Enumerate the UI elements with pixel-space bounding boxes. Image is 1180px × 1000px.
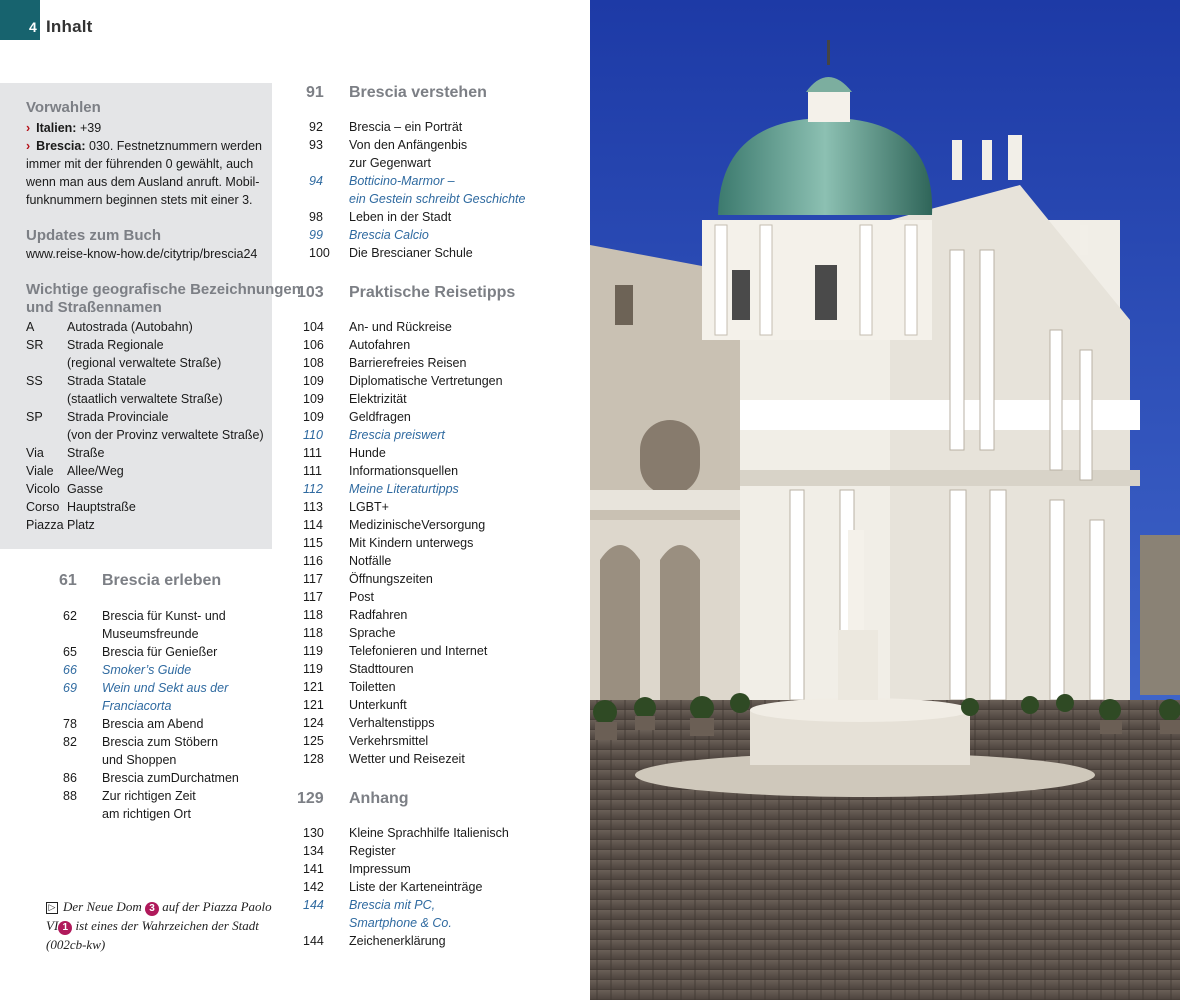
- photo-caption: ▷ Der Neue Dom 3 auf der Piazza Paolo VI 1 ist eines der Wahrzeichen der Stadt (002cb-kw): [46, 899, 272, 952]
- section-number: 129: [297, 790, 324, 807]
- abbreviation-meaning: Strada Statale (staatlich verwaltete Straße): [67, 374, 223, 406]
- toc-page-number: 142: [303, 880, 324, 894]
- toc-page-number: 116: [303, 554, 323, 568]
- toc-page-number: 117: [303, 590, 323, 604]
- toc-entry[interactable]: Brescia zumDurchatmen: [102, 771, 239, 785]
- map-marker-badge: 3: [145, 902, 159, 916]
- toc-entry[interactable]: Autofahren: [349, 338, 411, 352]
- toc-entry[interactable]: Post: [349, 590, 375, 604]
- abbreviation: SP: [26, 410, 43, 424]
- toc-entry[interactable]: Diplomatische Vertretungen: [349, 374, 503, 388]
- toc-page-number: 117: [303, 572, 323, 586]
- vorwahl-italien: › Italien: +39: [26, 121, 102, 135]
- photo-arrow-icon: ▷: [46, 902, 58, 914]
- vorwahl-brescia-line: immer mit der führenden 0 gewählt, auch: [26, 157, 254, 171]
- toc-page-number: 82: [63, 735, 77, 749]
- toc-page-number: 109: [303, 374, 324, 388]
- toc-entry[interactable]: Kleine Sprachhilfe Italienisch: [349, 826, 509, 840]
- toc-entry[interactable]: Smoker’s Guide: [102, 663, 192, 677]
- toc-page-number: 111: [303, 464, 323, 478]
- toc-entry[interactable]: Brescia mit PC, Smartphone & Co.: [349, 898, 452, 930]
- abbreviation-meaning: Strada Regionale (regional verwaltete Straße): [67, 338, 222, 370]
- vorwahlen-heading: Vorwahlen: [26, 99, 101, 116]
- toc-page-number: 108: [303, 356, 324, 370]
- toc-page-number: 144: [303, 934, 324, 948]
- section-title: Anhang: [349, 790, 409, 807]
- page-number: 4: [29, 19, 37, 35]
- toc-entry[interactable]: Meine Literaturtipps: [349, 482, 459, 496]
- toc-entry[interactable]: Leben in der Stadt: [349, 210, 452, 224]
- section-number: 61: [59, 572, 77, 589]
- toc-page-number: 134: [303, 844, 324, 858]
- toc-page-number: 118: [303, 626, 323, 640]
- abbreviation-meaning: Strada Provinciale (von der Provinz verwaltete Straße): [67, 410, 264, 442]
- section-number: 103: [297, 284, 324, 301]
- abbreviation: Piazza: [26, 518, 64, 532]
- toc-page-number: 118: [303, 608, 323, 622]
- toc-page-number: 113: [303, 500, 323, 514]
- toc-entry[interactable]: Stadttouren: [349, 662, 414, 676]
- abbreviation-meaning: Gasse: [67, 482, 104, 496]
- toc-page-number: 121: [303, 698, 324, 712]
- vorwahl-brescia-line: wenn man aus dem Ausland anruft. Mobil-: [26, 175, 260, 189]
- abbreviation: Vicolo: [26, 482, 60, 496]
- toc-entry[interactable]: Öffnungszeiten: [349, 572, 433, 586]
- toc-page-number: 115: [303, 536, 323, 550]
- toc-entry[interactable]: Zur richtigen Zeit am richtigen Ort: [102, 789, 196, 821]
- toc-page-number: 110: [303, 428, 323, 442]
- toc-entry[interactable]: Notfälle: [349, 554, 392, 568]
- toc-entry[interactable]: Elektrizität: [349, 392, 407, 406]
- toc-page-number: 114: [303, 518, 323, 532]
- toc-entry[interactable]: An- und Rückreise: [349, 320, 452, 334]
- toc-page-number: 92: [309, 120, 323, 134]
- vorwahl-brescia: › Brescia: 030. Festnetznummern werden: [26, 139, 262, 153]
- toc-page-number: 130: [303, 826, 324, 840]
- abbreviation: Via: [26, 446, 44, 460]
- bullet-arrow-icon: ›: [26, 139, 31, 153]
- toc-page-number: 88: [63, 789, 77, 803]
- toc-page-number: 125: [303, 734, 324, 748]
- toc-entry[interactable]: Hunde: [349, 446, 386, 460]
- abbreviation-meaning: Platz: [67, 518, 95, 532]
- abbreviation-meaning: Allee/Weg: [67, 464, 124, 478]
- abbreviation: Corso: [26, 500, 60, 514]
- toc-page-number: 62: [63, 609, 77, 623]
- abbreviation-meaning: Straße: [67, 446, 105, 460]
- toc-page-number: 100: [309, 246, 330, 260]
- toc-page-number: 94: [309, 174, 323, 188]
- toc-entry[interactable]: Mit Kindern unterwegs: [349, 536, 474, 550]
- toc-entry[interactable]: Unterkunft: [349, 698, 407, 712]
- toc-page-number: 112: [303, 482, 323, 496]
- toc-entry[interactable]: Sprache: [349, 626, 396, 640]
- toc-page-number: 78: [63, 717, 77, 731]
- page-title: Inhalt: [46, 17, 93, 36]
- toc-page-number: 98: [309, 210, 323, 224]
- toc-page-number: 121: [303, 680, 324, 694]
- toc-entry[interactable]: Brescia zum Stöbern und Shoppen: [102, 735, 219, 767]
- toc-entry[interactable]: Verhaltenstipps: [349, 716, 435, 730]
- toc-entry[interactable]: Brescia für Kunst- und Museumsfreunde: [102, 609, 226, 641]
- abbreviation-meaning: Autostrada (Autobahn): [67, 320, 193, 334]
- abbreviation: SS: [26, 374, 43, 388]
- toc-entry[interactable]: Verkehrsmittel: [349, 734, 429, 748]
- toc-page-number: 119: [303, 644, 323, 658]
- toc-entry[interactable]: Geldfragen: [349, 410, 411, 424]
- toc-page-number: 106: [303, 338, 324, 352]
- toc-page-number: 141: [303, 862, 324, 876]
- toc-entry[interactable]: Wein und Sekt aus der Franciacorta: [102, 681, 229, 713]
- toc-entry[interactable]: Brescia am Abend: [102, 717, 204, 731]
- geo-heading-line2: und Straßennamen: [26, 299, 162, 316]
- toc-entry[interactable]: Botticino-Marmor – ein Gestein schreibt Geschichte: [349, 174, 526, 206]
- toc-entry[interactable]: Barrierefreies Reisen: [349, 356, 467, 370]
- abbreviation-meaning: Hauptstraße: [67, 500, 136, 514]
- toc-page-number: 104: [303, 320, 324, 334]
- toc-entry[interactable]: Telefonieren und Internet: [349, 644, 488, 658]
- toc-entry[interactable]: Die Brescianer Schule: [349, 246, 473, 260]
- toc-page-number: 69: [63, 681, 77, 695]
- toc-entry[interactable]: MedizinischeVersorgung: [349, 518, 486, 532]
- toc-entry[interactable]: Toiletten: [349, 680, 396, 694]
- toc-entry[interactable]: Zeichenerklärung: [349, 934, 446, 948]
- toc-page-number: 99: [309, 228, 323, 242]
- section-title: Brescia verstehen: [349, 84, 487, 101]
- section-title: Praktische Reisetipps: [349, 284, 516, 301]
- toc-page-number: 111: [303, 446, 323, 460]
- updates-heading: Updates zum Buch: [26, 227, 162, 244]
- abbreviation: Viale: [26, 464, 54, 478]
- bullet-arrow-icon: ›: [26, 121, 31, 135]
- section-number: 91: [306, 84, 324, 101]
- toc-entry[interactable]: Brescia für Genießer: [102, 645, 218, 659]
- toc-entry[interactable]: Radfahren: [349, 608, 408, 622]
- toc-page-number: 144: [303, 898, 324, 912]
- toc-entry[interactable]: Brescia preiswert: [349, 428, 445, 442]
- geo-heading: Wichtige geografische Bezeichnungen: [26, 281, 301, 298]
- abbreviation: SR: [26, 338, 44, 352]
- toc-page-number: 119: [303, 662, 323, 676]
- toc-page-number: 65: [63, 645, 77, 659]
- toc-entry[interactable]: Brescia – ein Porträt: [349, 120, 463, 134]
- toc-entry[interactable]: Liste der Karteneinträge: [349, 880, 483, 894]
- toc-entry[interactable]: Register: [349, 844, 396, 858]
- toc-entry[interactable]: LGBT+: [349, 500, 389, 514]
- abbreviation: A: [26, 320, 35, 334]
- toc-page-number: 109: [303, 392, 324, 406]
- vorwahl-brescia-line: funknummern beginnen stets mit einer 3.: [26, 193, 253, 207]
- toc-entry[interactable]: Informationsquellen: [349, 464, 459, 478]
- toc-entry[interactable]: Brescia Calcio: [349, 228, 429, 242]
- toc-entry[interactable]: Wetter und Reisezeit: [349, 752, 465, 766]
- toc-page-number: 86: [63, 771, 77, 785]
- cathedral-photo: [590, 0, 1180, 1000]
- map-marker-badge: 1: [58, 921, 72, 935]
- toc-page-number: 128: [303, 752, 324, 766]
- toc-entry[interactable]: Von den Anfängenbis zur Gegenwart: [349, 138, 468, 170]
- toc-page-number: 109: [303, 410, 324, 424]
- toc-entry[interactable]: Impressum: [349, 862, 411, 876]
- toc-page-number: 124: [303, 716, 324, 730]
- updates-url[interactable]: www.reise-know-how.de/citytrip/brescia24: [26, 247, 258, 261]
- toc-page-number: 93: [309, 138, 323, 152]
- toc-page-number: 66: [63, 663, 77, 677]
- section-title: Brescia erleben: [102, 572, 222, 589]
